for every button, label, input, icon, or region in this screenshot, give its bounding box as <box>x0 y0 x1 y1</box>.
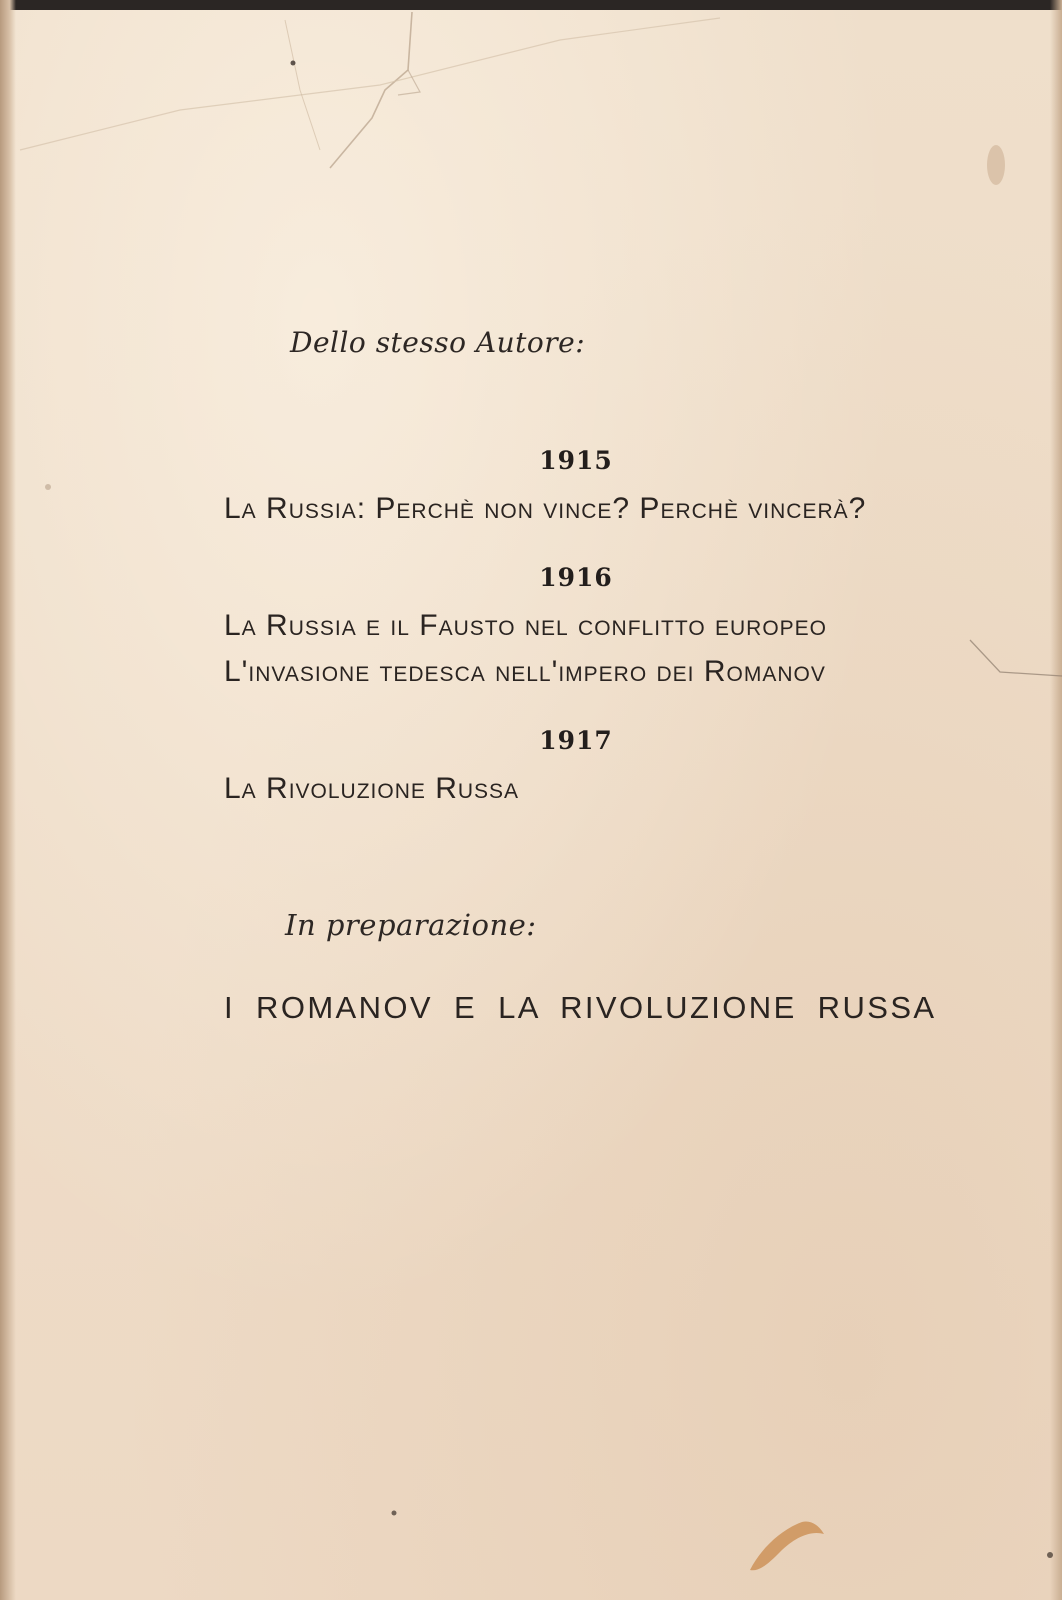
right-page-edge <box>1050 0 1062 1600</box>
top-binding-edge <box>0 0 1062 10</box>
year-label-1917: 1917 <box>539 726 613 755</box>
work-title: La Russia e il Fausto nel conflitto europeo <box>224 609 828 642</box>
work-title: La Rivoluzione Russa <box>224 772 520 805</box>
forthcoming-work-title: I ROMANOV E LA RIVOLUZIONE RUSSA <box>224 990 937 1025</box>
work-title: L'invasione tedesca nell'impero dei Romanov <box>224 655 826 688</box>
work-title: La Russia: Perchè non vince? Perchè vincerà? <box>224 492 867 525</box>
year-label-1916: 1916 <box>539 563 613 592</box>
year-label-1915: 1915 <box>539 446 613 475</box>
in-preparation-heading: In preparazione: <box>285 908 537 942</box>
left-spine-edge <box>0 0 16 1600</box>
water-stain-mark <box>740 1510 830 1580</box>
other-works-heading: Dello stesso Autore: <box>290 326 586 359</box>
